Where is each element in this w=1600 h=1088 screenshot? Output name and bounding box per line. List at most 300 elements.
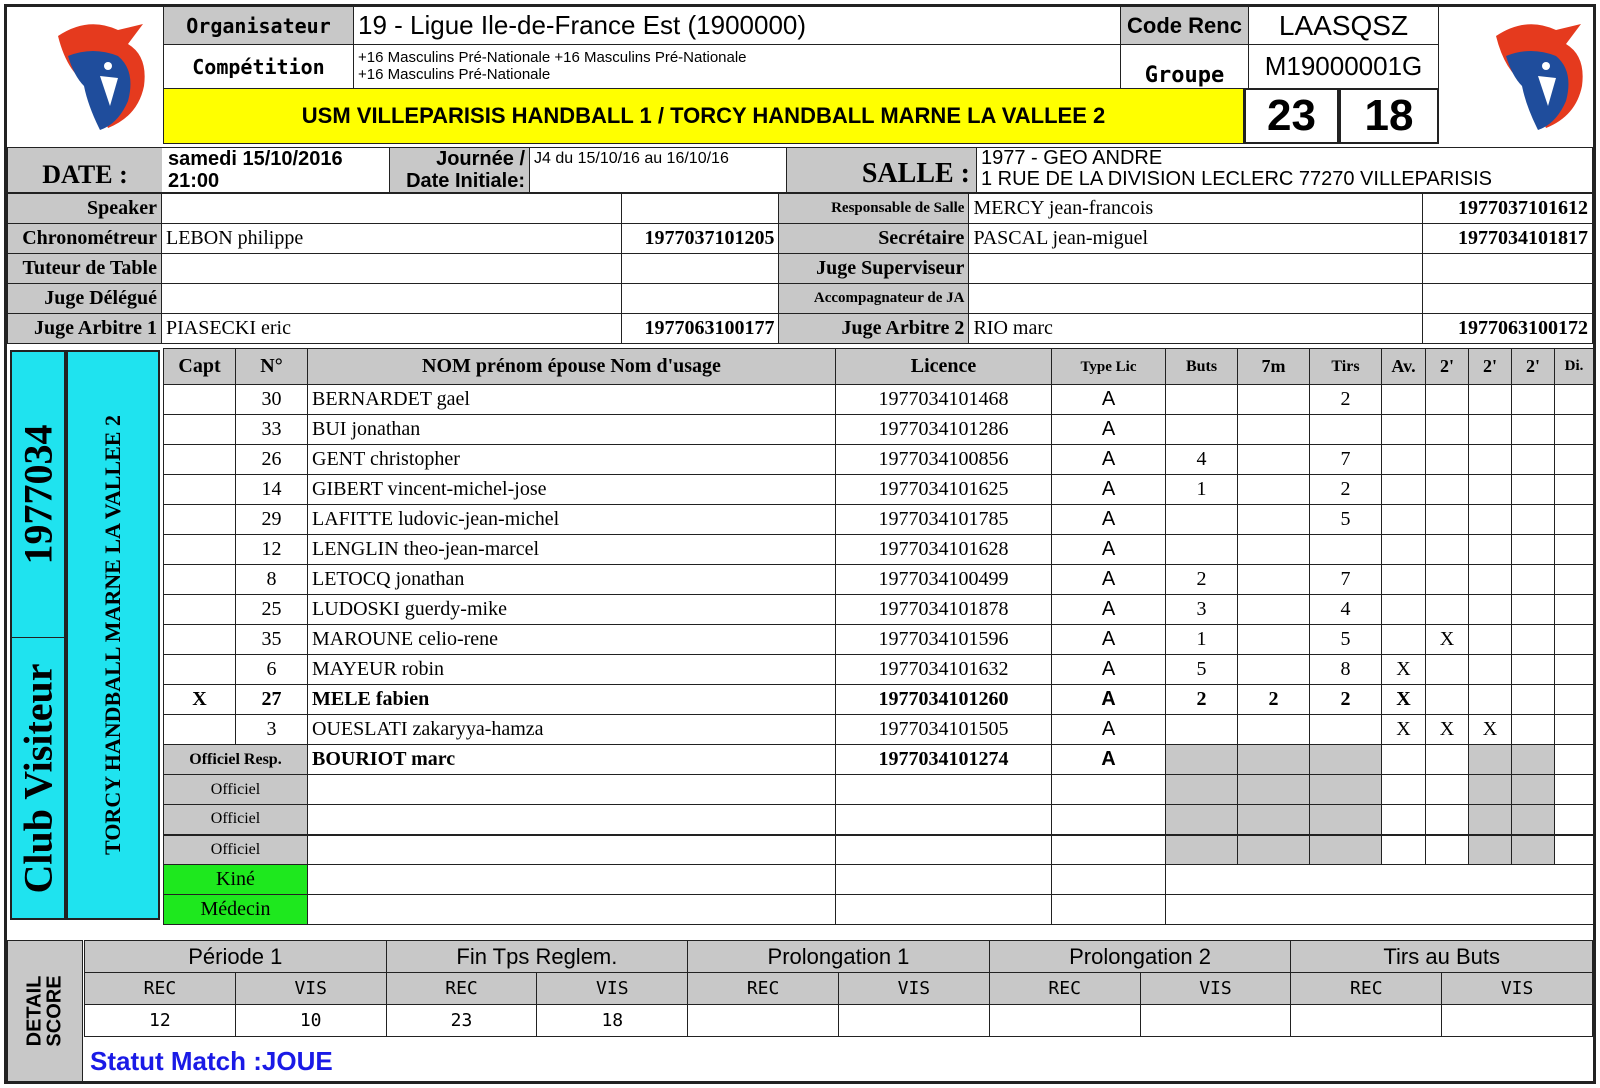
staff-stat-cell — [1555, 835, 1594, 865]
player-licence: 1977034100499 — [836, 565, 1052, 595]
score-away: 18 — [1339, 88, 1439, 144]
staff-stat-cell — [1555, 745, 1594, 775]
player-row — [164, 385, 1594, 415]
official-licence: 1977037101205 — [621, 224, 779, 254]
player-seven — [1238, 595, 1310, 625]
player-two1 — [1426, 415, 1469, 445]
staff-stat-cell — [1426, 835, 1469, 865]
staff-stat-cell — [1426, 775, 1469, 805]
player-row — [164, 505, 1594, 535]
official-licence — [621, 284, 779, 314]
player-capt — [164, 655, 236, 685]
player-type: A — [1052, 535, 1166, 565]
staff-stat-cell — [1426, 805, 1469, 835]
player-buts — [1166, 385, 1238, 415]
player-di — [1555, 565, 1594, 595]
player-licence: 1977034101632 — [836, 655, 1052, 685]
player-two1 — [1426, 505, 1469, 535]
col-type: Type Lic — [1052, 349, 1166, 385]
date-value: samedi 15/10/2016 21:00 — [168, 148, 343, 192]
player-two2 — [1469, 415, 1512, 445]
player-capt — [164, 445, 236, 475]
player-type: A — [1052, 565, 1166, 595]
official-licence — [1423, 284, 1593, 314]
player-num: 27 — [236, 685, 308, 715]
score-value: 18 — [537, 1005, 688, 1037]
player-licence: 1977034101286 — [836, 415, 1052, 445]
player-num: 14 — [236, 475, 308, 505]
player-two2 — [1469, 445, 1512, 475]
player-type: A — [1052, 685, 1166, 715]
score-rec-header: REC — [688, 973, 839, 1005]
official-role-label: Secrétaire — [779, 224, 969, 254]
player-two2 — [1469, 505, 1512, 535]
score-value — [688, 1005, 839, 1037]
staff-row — [164, 775, 1594, 805]
player-num: 6 — [236, 655, 308, 685]
player-tirs — [1310, 715, 1382, 745]
player-tirs: 2 — [1310, 385, 1382, 415]
player-two3 — [1512, 655, 1555, 685]
player-two3 — [1512, 475, 1555, 505]
player-tirs: 2 — [1310, 475, 1382, 505]
col-buts: Buts — [1166, 349, 1238, 385]
staff-stat-cell — [1238, 775, 1310, 805]
player-row — [164, 625, 1594, 655]
score-rec-header: REC — [85, 973, 236, 1005]
player-name: GENT christopher — [308, 445, 836, 475]
player-buts: 1 — [1166, 475, 1238, 505]
match-status: Statut Match :JOUE — [90, 1046, 333, 1076]
player-buts: 1 — [1166, 625, 1238, 655]
score-vis-header: VIS — [537, 973, 688, 1005]
staff-licence — [836, 835, 1052, 865]
competition-value: +16 Masculins Pré-Nationale +16 Masculins Pré-Nationale +16 Masculins Pré-Nationale — [354, 45, 1121, 89]
player-tirs: 7 — [1310, 445, 1382, 475]
groupe-label: Groupe — [1121, 45, 1249, 89]
player-capt — [164, 625, 236, 655]
player-av — [1382, 415, 1426, 445]
score-value — [838, 1005, 989, 1037]
player-di — [1555, 685, 1594, 715]
player-two2 — [1469, 655, 1512, 685]
official-role-label: Juge Délégué — [8, 284, 162, 314]
col-tirs: Tirs — [1310, 349, 1382, 385]
staff-type: A — [1052, 745, 1166, 775]
player-capt — [164, 505, 236, 535]
score-detail-table — [84, 940, 1593, 1037]
score-value: 23 — [386, 1005, 537, 1037]
detail-score-side — [7, 940, 83, 1082]
player-av: X — [1382, 715, 1426, 745]
staff-stat-cell — [1382, 775, 1426, 805]
staff-label: Officiel Resp. — [164, 745, 308, 775]
staff-licence — [836, 775, 1052, 805]
player-di — [1555, 475, 1594, 505]
medical-cell — [308, 865, 836, 895]
score-rec-header: REC — [989, 973, 1140, 1005]
player-buts — [1166, 715, 1238, 745]
medical-label: Médecin — [164, 895, 308, 925]
salle-value: 1977 - GEO ANDRE 1 RUE DE LA DIVISION LECLERC 77270 VILLEPARISIS — [976, 148, 1592, 192]
player-buts: 2 — [1166, 685, 1238, 715]
player-row — [164, 715, 1594, 745]
official-role-label: Juge Arbitre 2 — [779, 314, 969, 344]
official-role-label: Chronométreur — [8, 224, 162, 254]
staff-stat-cell — [1469, 805, 1512, 835]
staff-stat-cell — [1512, 775, 1555, 805]
player-two1: X — [1426, 715, 1469, 745]
staff-name — [308, 775, 836, 805]
col-name: NOM prénom épouse Nom d'usage — [308, 349, 836, 385]
official-row — [8, 194, 1593, 224]
official-name — [969, 254, 1423, 284]
player-di — [1555, 505, 1594, 535]
score-value — [989, 1005, 1140, 1037]
player-name: LENGLIN theo-jean-marcel — [308, 535, 836, 565]
score-period-header: Prolongation 1 — [688, 941, 990, 973]
player-av — [1382, 535, 1426, 565]
player-seven — [1238, 475, 1310, 505]
medical-label: Kiné — [164, 865, 308, 895]
staff-stat-cell — [1555, 805, 1594, 835]
player-tirs: 2 — [1310, 685, 1382, 715]
score-value — [1442, 1005, 1593, 1037]
player-type: A — [1052, 415, 1166, 445]
official-name: LEBON philippe — [161, 224, 621, 254]
organisateur-value: 19 - Ligue Ile-de-France Est (1900000) — [354, 7, 1121, 45]
player-seven: 2 — [1238, 685, 1310, 715]
staff-stat-cell — [1238, 835, 1310, 865]
official-name — [161, 194, 621, 224]
player-two3 — [1512, 535, 1555, 565]
staff-stat-cell — [1166, 835, 1238, 865]
staff-stat-cell — [1310, 775, 1382, 805]
player-num: 35 — [236, 625, 308, 655]
player-buts: 4 — [1166, 445, 1238, 475]
player-two3 — [1512, 445, 1555, 475]
medical-cell — [1052, 895, 1166, 925]
staff-stat-cell — [1166, 745, 1238, 775]
player-di — [1555, 445, 1594, 475]
player-row — [164, 595, 1594, 625]
player-seven — [1238, 445, 1310, 475]
player-type: A — [1052, 595, 1166, 625]
organisateur-label: Organisateur — [164, 7, 354, 45]
player-row — [164, 655, 1594, 685]
player-capt — [164, 475, 236, 505]
staff-stat-cell — [1166, 805, 1238, 835]
staff-stat-cell — [1512, 805, 1555, 835]
player-seven — [1238, 385, 1310, 415]
staff-name: BOURIOT marc — [308, 745, 836, 775]
official-licence — [621, 254, 779, 284]
player-av: X — [1382, 655, 1426, 685]
player-tirs — [1310, 535, 1382, 565]
official-role-label: Juge Arbitre 1 — [8, 314, 162, 344]
code-renc-label: Code Renc — [1121, 7, 1249, 45]
player-two1 — [1426, 655, 1469, 685]
staff-stat-cell — [1512, 745, 1555, 775]
official-role-label: Accompagnateur de JA — [779, 284, 969, 314]
player-two1 — [1426, 595, 1469, 625]
player-di — [1555, 625, 1594, 655]
player-two3 — [1512, 505, 1555, 535]
player-name: GIBERT vincent-michel-jose — [308, 475, 836, 505]
player-av — [1382, 595, 1426, 625]
score-value: 12 — [85, 1005, 236, 1037]
staff-stat-cell — [1512, 835, 1555, 865]
player-name: OUESLATI zakaryya-hamza — [308, 715, 836, 745]
match-title: USM VILLEPARISIS HANDBALL 1 / TORCY HANDBALL MARNE LA VALLEE 2 — [163, 88, 1244, 144]
staff-stat-cell — [1166, 775, 1238, 805]
player-num: 29 — [236, 505, 308, 535]
score-vis-header: VIS — [838, 973, 989, 1005]
medical-cell — [308, 895, 836, 925]
medical-cell — [836, 895, 1052, 925]
staff-stat-cell — [1310, 805, 1382, 835]
player-tirs: 5 — [1310, 505, 1382, 535]
code-renc-value: LAASQSZ — [1249, 7, 1439, 45]
player-two2: X — [1469, 715, 1512, 745]
player-tirs: 4 — [1310, 595, 1382, 625]
player-two1 — [1426, 475, 1469, 505]
official-role-label: Speaker — [8, 194, 162, 224]
staff-type — [1052, 805, 1166, 835]
player-num: 3 — [236, 715, 308, 745]
score-home: 23 — [1244, 88, 1339, 144]
player-two1 — [1426, 565, 1469, 595]
player-di — [1555, 655, 1594, 685]
player-name: LUDOSKI guerdy-mike — [308, 595, 836, 625]
player-tirs: 5 — [1310, 625, 1382, 655]
player-av — [1382, 475, 1426, 505]
staff-type — [1052, 775, 1166, 805]
staff-row — [164, 745, 1594, 775]
player-type: A — [1052, 625, 1166, 655]
score-rec-header: REC — [1291, 973, 1442, 1005]
col-num: N° — [236, 349, 308, 385]
staff-stat-cell — [1426, 745, 1469, 775]
players-table — [163, 348, 1594, 925]
staff-row — [164, 835, 1594, 865]
player-seven — [1238, 505, 1310, 535]
staff-stat-cell — [1469, 835, 1512, 865]
player-row — [164, 685, 1594, 715]
official-role-label: Tuteur de Table — [8, 254, 162, 284]
official-name: MERCY jean-francois — [969, 194, 1423, 224]
medical-cell — [1166, 895, 1594, 925]
player-two1 — [1426, 385, 1469, 415]
col-2min-3: 2' — [1512, 349, 1555, 385]
score-rec-header: REC — [386, 973, 537, 1005]
player-capt: X — [164, 685, 236, 715]
player-two1 — [1426, 685, 1469, 715]
medical-row — [164, 895, 1594, 925]
official-name — [161, 254, 621, 284]
player-tirs: 8 — [1310, 655, 1382, 685]
staff-type — [1052, 835, 1166, 865]
player-two3 — [1512, 565, 1555, 595]
player-name: MAROUNE celio-rene — [308, 625, 836, 655]
player-av — [1382, 505, 1426, 535]
player-av — [1382, 565, 1426, 595]
player-seven — [1238, 565, 1310, 595]
staff-licence — [836, 805, 1052, 835]
player-seven — [1238, 715, 1310, 745]
player-licence: 1977034101878 — [836, 595, 1052, 625]
journee-label: Journée / Date Initiale: — [389, 148, 529, 192]
official-name: PIASECKI eric — [161, 314, 621, 344]
player-two2 — [1469, 535, 1512, 565]
official-name: RIO marc — [969, 314, 1423, 344]
player-two3 — [1512, 385, 1555, 415]
col-di: Di. — [1555, 349, 1594, 385]
officials-table — [7, 193, 1593, 344]
player-di — [1555, 415, 1594, 445]
medical-cell — [836, 865, 1052, 895]
player-type: A — [1052, 505, 1166, 535]
player-two3 — [1512, 715, 1555, 745]
player-seven — [1238, 655, 1310, 685]
player-di — [1555, 715, 1594, 745]
competition-label: Compétition — [164, 45, 354, 89]
staff-name — [308, 835, 836, 865]
journee-value: J4 du 15/10/16 au 16/10/16 — [529, 148, 785, 192]
player-licence: 1977034101625 — [836, 475, 1052, 505]
score-period-header: Prolongation 2 — [989, 941, 1291, 973]
staff-label: Officiel — [164, 775, 308, 805]
official-row — [8, 284, 1593, 314]
player-name: LAFITTE ludovic-jean-michel — [308, 505, 836, 535]
staff-name — [308, 805, 836, 835]
player-two1: X — [1426, 625, 1469, 655]
player-type: A — [1052, 445, 1166, 475]
player-seven — [1238, 415, 1310, 445]
official-name: PASCAL jean-miguel — [969, 224, 1423, 254]
staff-stat-cell — [1310, 835, 1382, 865]
rooster-logo-left-icon — [48, 16, 158, 136]
medical-cell — [1166, 865, 1594, 895]
player-licence: 1977034101785 — [836, 505, 1052, 535]
score-vis-header: VIS — [1140, 973, 1291, 1005]
player-licence: 1977034101628 — [836, 535, 1052, 565]
official-licence: 1977034101817 — [1423, 224, 1593, 254]
player-av — [1382, 385, 1426, 415]
player-two3 — [1512, 685, 1555, 715]
player-two2 — [1469, 625, 1512, 655]
score-label: SCORE — [44, 975, 66, 1047]
club-name: TORCY HANDBALL MARNE LA VALLEE 2 — [100, 415, 125, 855]
staff-stat-cell — [1382, 835, 1426, 865]
player-name: MELE fabien — [308, 685, 836, 715]
player-row — [164, 535, 1594, 565]
player-two2 — [1469, 685, 1512, 715]
official-licence: 1977063100177 — [621, 314, 779, 344]
player-two1 — [1426, 535, 1469, 565]
official-role-label: Responsable de Salle — [779, 194, 969, 224]
player-name: BERNARDET gael — [308, 385, 836, 415]
club-visiteur-panel — [10, 350, 66, 920]
player-buts — [1166, 535, 1238, 565]
score-period-header: Fin Tps Reglem. — [386, 941, 688, 973]
header-table — [163, 6, 1439, 89]
staff-stat-cell — [1238, 745, 1310, 775]
player-buts — [1166, 505, 1238, 535]
player-licence: 1977034101505 — [836, 715, 1052, 745]
player-licence: 1977034101260 — [836, 685, 1052, 715]
score-period-header: Période 1 — [85, 941, 387, 973]
official-licence: 1977063100172 — [1423, 314, 1593, 344]
player-capt — [164, 385, 236, 415]
player-two2 — [1469, 565, 1512, 595]
player-num: 33 — [236, 415, 308, 445]
player-num: 26 — [236, 445, 308, 475]
detail-label: DETAIL — [24, 975, 46, 1047]
player-type: A — [1052, 475, 1166, 505]
player-av: X — [1382, 685, 1426, 715]
player-di — [1555, 385, 1594, 415]
player-di — [1555, 595, 1594, 625]
player-type: A — [1052, 715, 1166, 745]
official-licence: 1977037101612 — [1423, 194, 1593, 224]
staff-stat-cell — [1310, 745, 1382, 775]
player-buts: 3 — [1166, 595, 1238, 625]
player-capt — [164, 415, 236, 445]
player-tirs: 7 — [1310, 565, 1382, 595]
player-two1 — [1426, 445, 1469, 475]
rooster-logo-right-icon — [1486, 16, 1596, 136]
player-two3 — [1512, 595, 1555, 625]
player-name: BUI jonathan — [308, 415, 836, 445]
club-code: 1977034 — [15, 424, 61, 565]
staff-stat-cell — [1382, 805, 1426, 835]
player-name: LETOCQ jonathan — [308, 565, 836, 595]
player-two2 — [1469, 475, 1512, 505]
player-buts: 5 — [1166, 655, 1238, 685]
player-licence: 1977034101468 — [836, 385, 1052, 415]
club-label: Club Visiteur — [15, 662, 61, 894]
col-capt: Capt — [164, 349, 236, 385]
player-num: 30 — [236, 385, 308, 415]
player-buts: 2 — [1166, 565, 1238, 595]
medical-row — [164, 865, 1594, 895]
staff-label: Officiel — [164, 805, 308, 835]
official-row — [8, 224, 1593, 254]
player-two2 — [1469, 595, 1512, 625]
player-capt — [164, 715, 236, 745]
player-di — [1555, 535, 1594, 565]
official-licence — [621, 194, 779, 224]
player-tirs — [1310, 415, 1382, 445]
date-label: DATE : — [8, 148, 162, 192]
official-role-label: Juge Superviseur — [779, 254, 969, 284]
official-row — [8, 254, 1593, 284]
col-2min-1: 2' — [1426, 349, 1469, 385]
player-row — [164, 445, 1594, 475]
player-seven — [1238, 625, 1310, 655]
player-licence: 1977034101596 — [836, 625, 1052, 655]
score-vis-header: VIS — [1442, 973, 1593, 1005]
col-7m: 7m — [1238, 349, 1310, 385]
player-licence: 1977034100856 — [836, 445, 1052, 475]
staff-stat-cell — [1238, 805, 1310, 835]
staff-licence: 1977034101274 — [836, 745, 1052, 775]
score-value — [1291, 1005, 1442, 1037]
staff-stat-cell — [1382, 745, 1426, 775]
salle-label: SALLE : — [786, 148, 976, 192]
col-licence: Licence — [836, 349, 1052, 385]
